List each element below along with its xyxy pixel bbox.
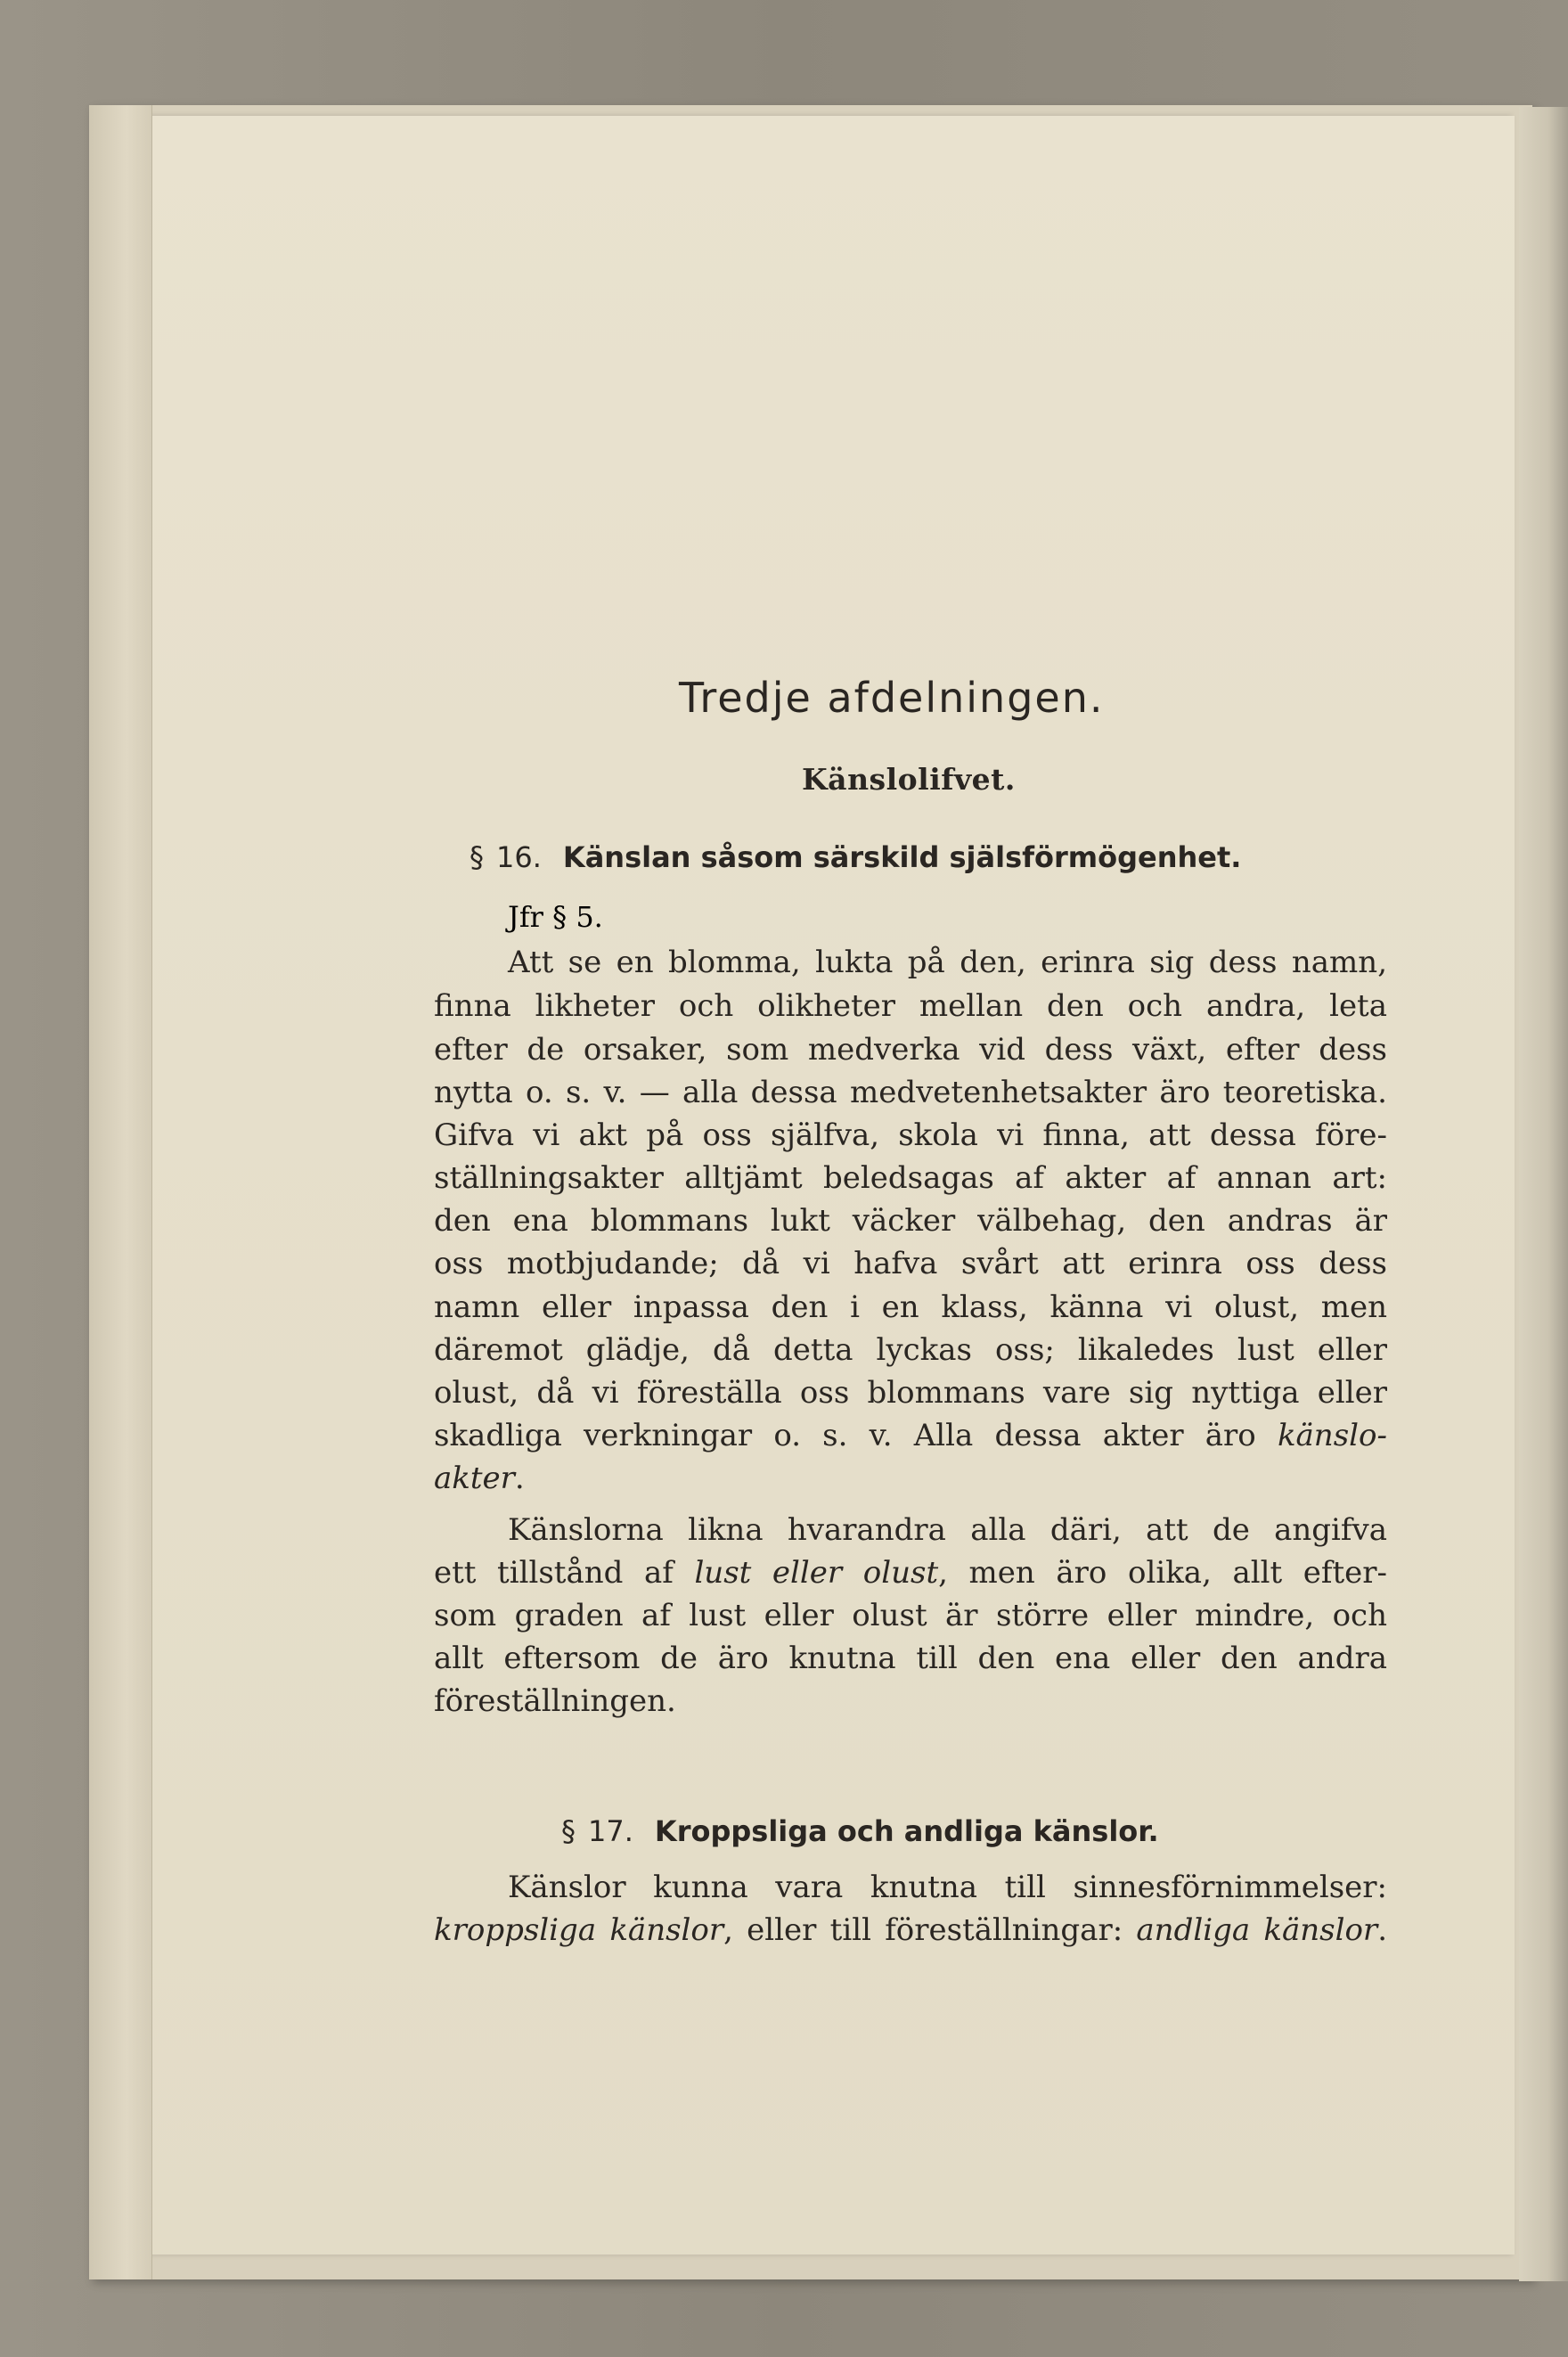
- text-line: nytta o. s. v. — alla dessa medvetenhetsakter äro teoretiska.: [434, 1075, 1387, 1110]
- text-line: föreställningen.: [434, 1683, 676, 1719]
- text-line: den ena blommans lukt väcker välbehag, den andras är: [434, 1203, 1387, 1239]
- text-line: oss motbjudande; då vi hafva svårt att erinra oss dess: [434, 1246, 1387, 1281]
- section-sign: §: [561, 1814, 576, 1848]
- text-line: [434, 1912, 1387, 1948]
- text-line: [434, 1555, 1387, 1591]
- subtitle: Känslolifvet.: [802, 762, 1016, 797]
- paragraph-label: Kroppsliga och andliga känslor.: [654, 1814, 1159, 1848]
- text-line: Att se en blomma, lukta på den, erinra sig dess namn,: [508, 945, 1387, 980]
- italic-term: känslo-: [1277, 1418, 1387, 1453]
- italic-term: andliga känslor: [1136, 1912, 1378, 1948]
- text-run: .: [514, 1461, 525, 1496]
- text-line: ställningsakter alltjämt beledsagas af akter af annan art:: [434, 1160, 1387, 1196]
- cross-reference: Jfr § 5.: [508, 900, 603, 934]
- text-line: allt eftersom de äro knutna till den ena eller den andra: [434, 1641, 1387, 1676]
- next-page-edge: [1519, 107, 1568, 2281]
- text-line: [434, 1461, 1387, 1496]
- section-sign: §: [470, 840, 484, 874]
- text-line: som graden af lust eller olust är större eller mindre, och: [434, 1598, 1387, 1633]
- text-line: efter de orsaker, som medverka vid dess växt, efter dess: [434, 1032, 1387, 1068]
- text-line: Gifva vi akt på oss själfva, skola vi finna, att dessa före-: [434, 1117, 1387, 1153]
- italic-term: akter: [434, 1461, 515, 1496]
- text-run: .: [1377, 1912, 1387, 1948]
- paragraph-heading-17: [561, 1814, 1159, 1848]
- text-run: ett tillstånd af: [434, 1555, 695, 1591]
- paragraph-number: 16.: [496, 840, 542, 874]
- section-title: Tredje afdelningen.: [679, 674, 1105, 722]
- book-spine: [89, 105, 152, 2279]
- italic-term: lust eller olust: [694, 1555, 939, 1591]
- text-run: , eller till föreställningar:: [723, 1912, 1137, 1948]
- text-line: [434, 1418, 1387, 1453]
- paragraph-number: 17.: [588, 1814, 633, 1848]
- text-line: däremot glädje, då detta lyckas oss; likaledes lust eller: [434, 1332, 1387, 1368]
- text-line: Känslorna likna hvarandra alla däri, att de angifva: [508, 1512, 1387, 1548]
- text-line: finna likheter och olikheter mellan den och andra, leta: [434, 988, 1387, 1024]
- text-run: , men äro olika, allt efter-: [938, 1555, 1387, 1591]
- text-run: skadliga verkningar o. s. v. Alla dessa akter äro: [434, 1418, 1278, 1453]
- paragraph-label: Känslan såsom särskild själsförmögenhet.: [562, 840, 1242, 874]
- text-line: namn eller inpassa den i en klass, känna vi olust, men: [434, 1289, 1387, 1325]
- paragraph-heading-16: [470, 840, 1241, 874]
- text-line: Känslor kunna vara knutna till sinnesförnimmelser:: [508, 1870, 1387, 1905]
- italic-term: kroppsliga känslor: [434, 1912, 724, 1948]
- text-line: olust, då vi föreställa oss blommans vare sig nyttiga eller: [434, 1375, 1387, 1411]
